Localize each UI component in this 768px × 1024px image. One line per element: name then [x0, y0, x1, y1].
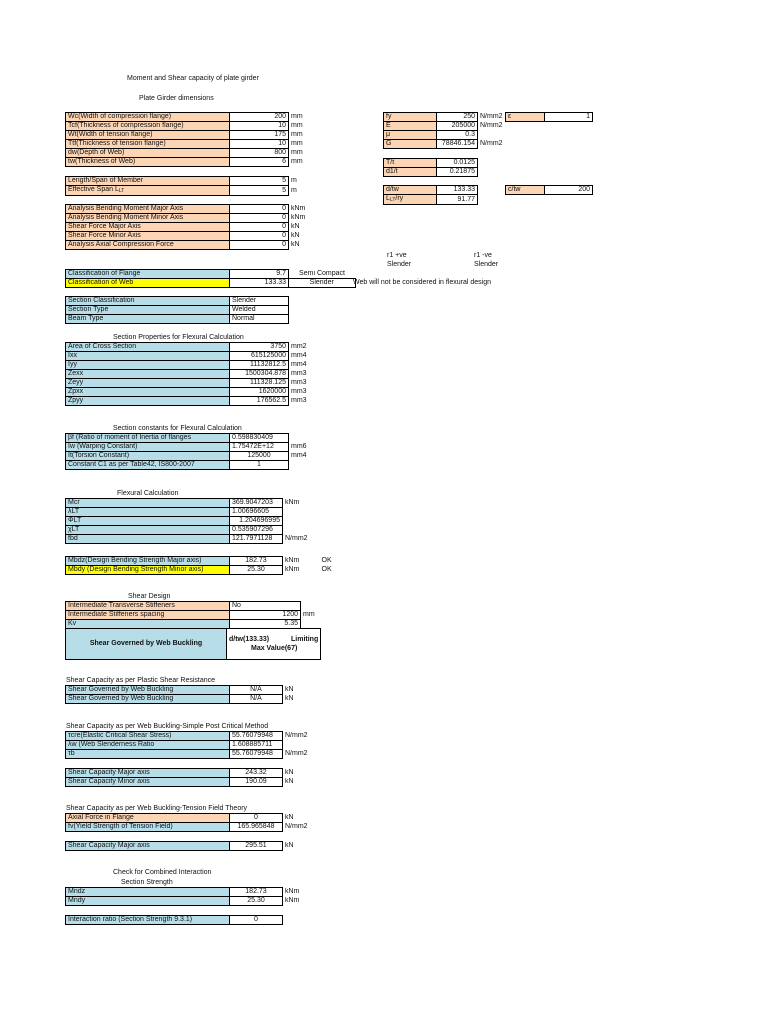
const-unit: [289, 434, 310, 443]
table-row: [66, 508, 310, 517]
ctw-value: 200: [545, 186, 593, 195]
dim-value[interactable]: 10: [230, 122, 289, 131]
spcm-title: Shear Capacity as per Web Buckling-Simple Post Critical Method: [66, 723, 269, 730]
table-row: [66, 695, 297, 704]
load-unit: kN: [291, 232, 300, 239]
dim-unit: mm: [291, 158, 303, 165]
plastic-label: Shear Governed by Web Buckling: [66, 695, 230, 704]
comb-value: 25.30: [230, 897, 283, 906]
spcm-value: 55.76079948: [230, 750, 283, 759]
governed-label: Shear Governed by Web Buckling: [89, 640, 203, 647]
plastic-value: N/A: [230, 686, 283, 695]
dim-unit: mm: [291, 140, 303, 147]
epsilon-table: [505, 112, 593, 122]
table-row: [66, 397, 310, 406]
comb-label: Mndy: [66, 897, 230, 906]
shear-value[interactable]: 1200: [230, 611, 301, 620]
const-value: 1: [230, 461, 289, 470]
flex-value: 0.535907296: [230, 526, 283, 535]
prop-unit: mm3: [291, 388, 307, 395]
material-label: G: [384, 140, 437, 149]
table-row: [66, 443, 310, 452]
table-row: [66, 750, 311, 759]
shear-title: Shear Design: [128, 593, 171, 600]
design-check: OK: [321, 566, 332, 573]
prop-value: 615125000: [230, 352, 289, 361]
span-label: Effective Span $L_{LT}$: [66, 186, 230, 196]
ratio-label: $L_{LT}/ry$: [384, 195, 437, 205]
table-row: [66, 434, 310, 443]
const-unit: mm4: [291, 452, 307, 459]
load-value[interactable]: 0: [230, 232, 289, 241]
classification-table: [65, 269, 356, 288]
shear-value: 5.35: [230, 620, 301, 629]
const-label: Constant C1 as per Table42, IS800-2007: [66, 461, 230, 470]
spcm-cap-unit: kN: [285, 778, 294, 785]
load-value[interactable]: 0: [230, 214, 289, 223]
load-label: Shear Force Minor Axis: [66, 232, 230, 241]
span-label: Length/Span of Member: [66, 177, 230, 186]
table-row: [66, 842, 296, 851]
table-row: [506, 113, 593, 122]
load-label: Shear Force Major Axis: [66, 223, 230, 232]
dim-label: Tcf(Thickness of compression flange): [66, 122, 230, 131]
material-value[interactable]: 205000: [437, 122, 478, 131]
plastic-title: Shear Capacity as per Plastic Shear Resistance: [66, 677, 216, 684]
ratio-value: 0.21875: [437, 168, 478, 177]
table-row: [506, 186, 593, 195]
spcm-cap-label: Shear Capacity Minor axis: [66, 778, 230, 787]
section-info-table: [65, 296, 289, 324]
table-row: [66, 535, 310, 544]
table-row: [66, 916, 283, 925]
ratio-label: d1/t: [384, 168, 437, 177]
flex-label: fbd: [66, 535, 230, 544]
table-row: [66, 214, 308, 223]
design-label: Mbdz(Design Bending Strength Major axis): [66, 557, 230, 566]
spcm-label: τb: [66, 750, 230, 759]
table-row: [66, 361, 310, 370]
prop-value: 176562.5: [230, 397, 289, 406]
load-label: Analysis Axial Compression Force: [66, 241, 230, 250]
governed-label-box: [65, 628, 227, 660]
table-row: [384, 122, 506, 131]
table-row: [66, 270, 356, 279]
material-unit: N/mm2: [480, 122, 503, 129]
table-row: [66, 732, 311, 741]
table-row: [66, 686, 297, 695]
comb-value: 182.73: [230, 888, 283, 897]
span-unit: m: [291, 177, 297, 184]
plastic-label: Shear Governed by Web Buckling: [66, 686, 230, 695]
prop-value: 11132812.5: [230, 361, 289, 370]
material-value[interactable]: 0.3: [437, 131, 478, 140]
prop-value: 1500304.878: [230, 370, 289, 379]
flex-unit: N/mm2: [285, 535, 308, 542]
const-value: 125000: [230, 452, 289, 461]
ratios-table-1: [383, 158, 478, 177]
comb-label: Mndz: [66, 888, 230, 897]
material-value[interactable]: 250: [437, 113, 478, 122]
table-row: [66, 149, 306, 158]
spcm-cap-unit: kN: [285, 769, 294, 776]
tft-value: 165.965848: [230, 823, 283, 832]
class-value: 9.7: [230, 270, 289, 279]
table-row: [66, 611, 318, 620]
dims-title: Plate Girder dimensions: [139, 95, 214, 102]
shear-value[interactable]: No: [230, 602, 301, 611]
table-row: [66, 315, 289, 324]
comb-unit: kNm: [285, 897, 300, 904]
dim-unit: mm: [291, 149, 303, 156]
tft-value[interactable]: 0: [230, 814, 283, 823]
prop-label: Iyy: [66, 361, 230, 370]
section-info-label: Beam Type: [66, 315, 230, 324]
flex-value: 1.00696605: [230, 508, 283, 517]
table-row: [66, 452, 310, 461]
epsilon-value: 1: [545, 113, 593, 122]
dim-value[interactable]: 200: [230, 113, 289, 122]
spcm-cap-value: 243.32: [230, 769, 283, 778]
spcm-cap-label: Shear Capacity Major axis: [66, 769, 230, 778]
material-label: E: [384, 122, 437, 131]
tft-unit: N/mm2: [285, 823, 308, 830]
tft-cap-value: 295.51: [230, 842, 283, 851]
section-info-value: Slender: [230, 297, 289, 306]
tft-unit: kN: [285, 814, 294, 821]
table-row: [384, 140, 506, 149]
spcm-value: 1.608885711: [230, 741, 283, 750]
const-value: 0.598830409: [230, 434, 289, 443]
span-value[interactable]: 5: [230, 177, 289, 186]
shear-unit: [301, 602, 318, 611]
table-row: [66, 370, 310, 379]
table-row: [384, 195, 478, 205]
flex-unit: [283, 526, 310, 535]
table-row: [66, 823, 310, 832]
prop-value: 3750: [230, 343, 289, 352]
table-row: [66, 388, 310, 397]
design-unit: kNm: [285, 557, 300, 564]
flex-value: 369.9047203: [230, 499, 283, 508]
load-unit: kNm: [291, 205, 306, 212]
table-row: [66, 232, 308, 241]
interaction-label: Interaction ratio (Section Strength 9.3.1): [66, 916, 230, 925]
material-unit: N/mm2: [480, 113, 503, 120]
prop-value: 111328.125: [230, 379, 289, 388]
const-label: It(Torsion Constant): [66, 452, 230, 461]
dim-label: tw(Thickness of Web): [66, 158, 230, 167]
interaction-table: [65, 915, 283, 925]
spcm-unit: N/mm2: [285, 732, 308, 739]
table-row: [66, 517, 310, 526]
class-label: Classification of Web: [66, 279, 230, 288]
section-info-label: Section Type: [66, 306, 230, 315]
dim-label: dw(Depth of Web): [66, 149, 230, 158]
table-row: [66, 140, 306, 149]
design-strength-table: [65, 556, 334, 575]
table-row: [66, 343, 310, 352]
span-unit: m: [291, 186, 297, 194]
prop-unit: mm4: [291, 352, 307, 359]
spcm-label: λw (Web Slenderness Ratio: [66, 741, 230, 750]
prop-unit: mm4: [291, 361, 307, 368]
design-value: 25.30: [230, 566, 283, 575]
props-title: Section Properties for Flexural Calculation: [113, 334, 244, 341]
table-row: [66, 778, 297, 787]
span-table: [65, 176, 300, 196]
table-row: [66, 279, 356, 288]
ratio-value: 91.77: [437, 195, 478, 205]
dim-value[interactable]: 800: [230, 149, 289, 158]
load-value[interactable]: 0: [230, 223, 289, 232]
table-row: [66, 499, 310, 508]
consts-title: Section constants for Flexural Calculation: [113, 425, 242, 432]
shear-table: [65, 601, 318, 629]
spcm-table: [65, 731, 311, 759]
load-unit: kN: [291, 223, 300, 230]
spcm-capacity-table: [65, 768, 297, 787]
shear-unit: mm: [303, 611, 315, 618]
material-label: μ: [384, 131, 437, 140]
table-row: [66, 566, 334, 575]
material-label: fy: [384, 113, 437, 122]
table-row: [66, 741, 311, 750]
tft-label: Axial Force in Flange: [66, 814, 230, 823]
design-check: OK: [321, 557, 332, 564]
r1-neg-label: r1 -ve: [474, 252, 492, 259]
flex-value: 121.7971128: [230, 535, 283, 544]
prop-label: Area of Cross Section: [66, 343, 230, 352]
ratio-value: 0.0125: [437, 159, 478, 168]
interaction-value: 0: [230, 916, 283, 925]
section-info-value: Welded: [230, 306, 289, 315]
dim-label: Ttf(Thickness of tension flange): [66, 140, 230, 149]
loads-table: [65, 204, 308, 250]
flex-table: [65, 498, 310, 544]
prop-label: Zeyy: [66, 379, 230, 388]
table-row: [384, 168, 478, 177]
table-row: [66, 769, 297, 778]
const-label: Iw (Warping Constant): [66, 443, 230, 452]
comb-subtitle: Section Strength: [121, 879, 173, 886]
r1-neg-class: Slender: [474, 261, 499, 268]
table-row: [66, 557, 334, 566]
material-unit: [478, 131, 506, 140]
ratio-label: d/tw: [384, 186, 437, 195]
flex-unit: [283, 517, 310, 526]
dims-table: [65, 112, 306, 167]
dim-unit: mm: [291, 122, 303, 129]
class-label: Classification of Flange: [66, 270, 230, 279]
table-row: [66, 186, 300, 196]
governed-value: d/tw(133.33): [229, 636, 270, 643]
table-row: [66, 602, 318, 611]
table-row: [66, 177, 300, 186]
shear-label: Intermediate Transverse Stiffeners: [66, 602, 230, 611]
table-row: [384, 113, 506, 122]
r1-pos-label: r1 +ve: [387, 252, 407, 259]
page-title: Moment and Shear capacity of plate girder: [127, 75, 259, 82]
spcm-unit: N/mm2: [285, 750, 308, 757]
design-label: Mbdy (Design Bending Strength Minor axis): [66, 566, 230, 575]
section-info-value: Normal: [230, 315, 289, 324]
material-value[interactable]: 78846.154: [437, 140, 478, 149]
prop-label: Zpyy: [66, 397, 230, 406]
web-note: Web will not be considered in flexural design: [353, 279, 492, 286]
prop-label: Zpxx: [66, 388, 230, 397]
table-row: [66, 241, 308, 250]
epsilon-label: ε: [506, 113, 545, 122]
table-row: [66, 814, 310, 823]
table-row: [66, 897, 302, 906]
table-row: [66, 306, 289, 315]
design-unit: kNm: [285, 566, 300, 573]
dim-value[interactable]: 6: [230, 158, 289, 167]
ctw-table: [505, 185, 593, 195]
const-unit: [289, 461, 310, 470]
dim-unit: mm: [291, 131, 303, 138]
table-row: [66, 379, 310, 388]
prop-label: Ixx: [66, 352, 230, 361]
load-label: Analysis Bending Moment Minor Axis: [66, 214, 230, 223]
plastic-table: [65, 685, 297, 704]
shear-label: Kv: [66, 620, 230, 629]
table-row: [66, 131, 306, 140]
table-row: [66, 223, 308, 232]
material-unit: N/mm2: [480, 140, 503, 147]
dim-unit: mm: [291, 113, 303, 120]
governed-value-box: [226, 628, 321, 660]
section-info-label: Section Classification: [66, 297, 230, 306]
table-row: [384, 186, 478, 195]
r1-pos-class: Slender: [387, 261, 412, 268]
table-row: [66, 461, 310, 470]
class-result: Semi Compact: [299, 269, 345, 277]
table-row: [66, 122, 306, 131]
shear-label: Intermediate Stiffeners spacing: [66, 611, 230, 620]
dim-value[interactable]: 10: [230, 140, 289, 149]
comb-title: Check for Combined Interaction: [113, 869, 212, 876]
spcm-cap-value: 190.09: [230, 778, 283, 787]
prop-unit: mm2: [291, 343, 307, 350]
table-row: [66, 526, 310, 535]
flex-label: λLT: [66, 508, 230, 517]
load-unit: kN: [291, 241, 300, 248]
load-label: Analysis Bending Moment Major Axis: [66, 205, 230, 214]
spcm-value: 55.76079948: [230, 732, 283, 741]
tft-table: [65, 813, 310, 832]
const-unit: mm6: [291, 443, 307, 450]
flex-label: ΦLT: [66, 517, 230, 526]
tft-label: fv(Yield Strength of Tension Field): [66, 823, 230, 832]
load-value[interactable]: 0: [230, 241, 289, 250]
governed-limit-line2: Max Value(67): [251, 645, 298, 652]
flex-label: χLT: [66, 526, 230, 535]
tft-capacity-table: [65, 841, 296, 851]
table-row: [66, 113, 306, 122]
governed-limit-line1: Limiting: [291, 636, 319, 643]
table-row: [66, 158, 306, 167]
flex-unit: [283, 508, 310, 517]
tft-cap-label: Shear Capacity Major axis: [66, 842, 230, 851]
tft-cap-unit: kN: [285, 842, 294, 849]
flex-label: Mcr: [66, 499, 230, 508]
plastic-unit: kN: [285, 686, 294, 693]
table-row: [66, 205, 308, 214]
design-value: 182.73: [230, 557, 283, 566]
material-table: [383, 112, 506, 149]
consts-table: [65, 433, 310, 470]
class-result: Slender: [289, 279, 356, 288]
spcm-label: τcre(Elastic Critical Shear Stress): [66, 732, 230, 741]
tft-title: Shear Capacity as per Web Buckling-Tension Field Theory: [66, 805, 248, 812]
prop-label: Zexx: [66, 370, 230, 379]
ratios-table-2: [383, 185, 478, 205]
flex-title: Flexural Calculation: [117, 490, 179, 497]
spcm-unit: [283, 741, 311, 750]
prop-unit: mm3: [291, 397, 307, 404]
ctw-label: c/tw: [506, 186, 545, 195]
table-row: [66, 888, 302, 897]
prop-value: 1620000: [230, 388, 289, 397]
prop-unit: mm3: [291, 379, 307, 386]
props-table: [65, 342, 310, 406]
ratio-label: T/t: [384, 159, 437, 168]
prop-unit: mm3: [291, 370, 307, 377]
flex-value: 1.204696995: [230, 517, 283, 526]
comb-table: [65, 887, 302, 906]
comb-unit: kNm: [285, 888, 300, 895]
dim-label: Wc(Width of compression flange): [66, 113, 230, 122]
table-row: [384, 159, 478, 168]
table-row: [66, 352, 310, 361]
const-value: 1.75472E+12: [230, 443, 289, 452]
flex-unit: kNm: [285, 499, 300, 506]
const-label: βf (Ratio of moment of Inertia of flanges: [66, 434, 230, 443]
dim-value[interactable]: 175: [230, 131, 289, 140]
table-row: [384, 131, 506, 140]
load-value[interactable]: 0: [230, 205, 289, 214]
class-value: 133.33: [230, 279, 289, 288]
dim-label: Wt(Width of tension flange): [66, 131, 230, 140]
table-row: [66, 297, 289, 306]
load-unit: kNm: [291, 214, 306, 221]
span-value[interactable]: 5: [230, 186, 289, 196]
plastic-value: N/A: [230, 695, 283, 704]
plastic-unit: kN: [285, 695, 294, 702]
ratio-value: 133.33: [437, 186, 478, 195]
